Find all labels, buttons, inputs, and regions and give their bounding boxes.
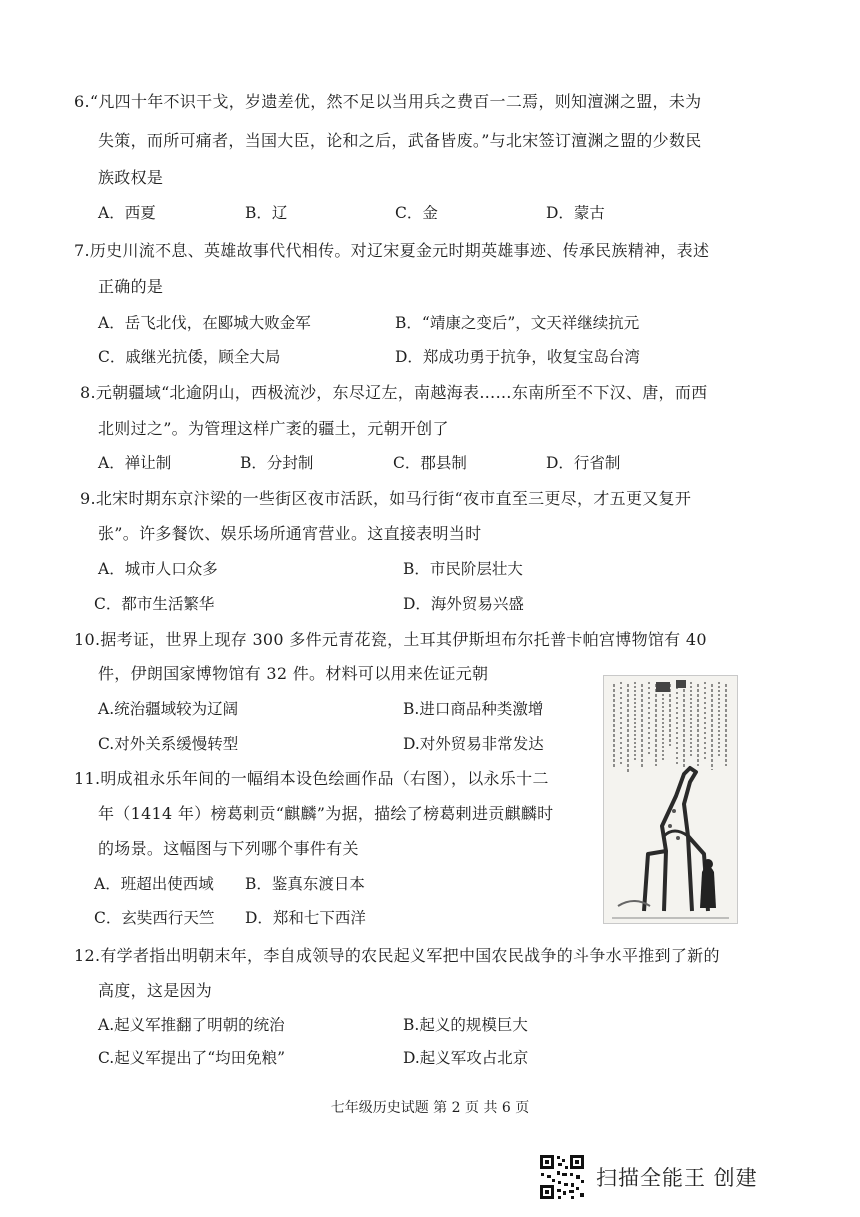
question-7-line-1: 7.历史川流不息、英雄故事代代相传。对辽宋夏金元时期英雄事迹、传承民族精神，表述 — [74, 241, 710, 260]
scanner-watermark — [538, 1151, 758, 1203]
q8-option-c: C．郡县制 — [393, 454, 467, 472]
watermark-text: 扫描全能王 创建 — [596, 1166, 758, 1190]
q11-option-c: C．玄奘西行天竺 — [94, 909, 215, 927]
q7-option-b: B．“靖康之变后”，文天祥继续抗元 — [395, 314, 640, 332]
q10-option-d: D.对外贸易非常发达 — [403, 735, 544, 753]
question-12-line-1: 12.有学者指出明朝末年，李自成领导的农民起义军把中国农民战争的斗争水平推到了新的 — [74, 946, 720, 965]
q11-option-a: A．班超出使西域 — [94, 875, 214, 893]
q10-option-b: B.进口商品种类激增 — [403, 700, 544, 718]
question-6-line-3: 族政权是 — [98, 168, 164, 187]
question-11-line-3: 的场景。这幅图与下列哪个事件有关 — [98, 839, 359, 858]
q8-option-b: B．分封制 — [240, 454, 314, 472]
question-9-line-2: 张”。许多餐饮、娱乐场所通宵营业。这直接表明当时 — [98, 524, 482, 543]
q6-option-a: A．西夏 — [98, 204, 156, 222]
q8-option-d: D．行省制 — [546, 454, 621, 472]
q11-option-d: D．郑和七下西洋 — [245, 909, 366, 927]
giraffe-painting-image — [603, 675, 738, 924]
q12-option-b: B.起义的规模巨大 — [403, 1016, 528, 1034]
question-11-line-2: 年（1414 年）榜葛剌贡“麒麟”为据，描绘了榜葛剌进贡麒麟时 — [98, 804, 554, 823]
q9-option-d: D．海外贸易兴盛 — [403, 595, 524, 613]
q7-option-d: D．郑成功勇于抗争，收复宝岛台湾 — [395, 348, 640, 366]
qr-code-icon — [538, 1153, 586, 1201]
q6-option-c: C．金 — [395, 204, 438, 222]
question-7-line-2: 正确的是 — [98, 277, 164, 296]
q10-option-c: C.对外关系缓慢转型 — [98, 735, 239, 753]
question-10-line-1: 10.据考证，世界上现存 300 多件元青花瓷，土耳其伊斯坦布尔托普卡帕宫博物馆有 40 — [74, 630, 707, 649]
question-10-line-2: 件，伊朗国家博物馆有 32 件。材料可以用来佐证元朝 — [98, 664, 489, 683]
q9-option-c: C．都市生活繁华 — [94, 595, 215, 613]
question-6-line-2: 失策，而所可痛者，当国大臣，论和之后，武备皆废。”与北宋签订澶渊之盟的少数民 — [98, 131, 702, 150]
question-8-line-1: 8.元朝疆域“北逾阴山，西极流沙，东尽辽左，南越海表……东南所至不下汉、唐，而西 — [80, 383, 708, 402]
question-8-line-2: 北则过之”。为管理这样广袤的疆土，元朝开创了 — [98, 419, 449, 438]
q9-option-b: B．市民阶层壮大 — [403, 560, 523, 578]
page-footer: 七年级历史试题 第 2 页 共 6 页 — [330, 1100, 530, 1116]
q12-option-d: D.起义军攻占北京 — [403, 1049, 529, 1067]
q10-option-a: A.统治疆域较为辽阔 — [98, 700, 239, 718]
q11-option-b: B．鉴真东渡日本 — [245, 875, 365, 893]
q12-option-c: C.起义军提出了“均田免粮” — [98, 1049, 286, 1067]
question-12-line-2: 高度，这是因为 — [98, 981, 213, 1000]
q7-option-c: C．戚继光抗倭，顾全大局 — [98, 348, 281, 366]
question-6-line-1: 6.“凡四十年不识干戈，岁遗差优，然不足以当用兵之费百一二焉，则知澶渊之盟，未为 — [74, 92, 702, 111]
q9-option-a: A．城市人口众多 — [98, 560, 218, 578]
q12-option-a: A.起义军推翻了明朝的统治 — [98, 1016, 285, 1034]
q8-option-a: A．禅让制 — [98, 454, 172, 472]
q6-option-d: D．蒙古 — [546, 204, 605, 222]
q6-option-b: B．辽 — [245, 204, 288, 222]
giraffe-painting-icon — [604, 676, 737, 923]
q7-option-a: A．岳飞北伐，在郾城大败金军 — [98, 314, 311, 332]
question-9-line-1: 9.北宋时期东京汴梁的一些街区夜市活跃，如马行街“夜市直至三更尽，才五更又复开 — [80, 489, 692, 508]
question-11-line-1: 11.明成祖永乐年间的一幅绢本设色绘画作品（右图），以永乐十二 — [74, 769, 549, 788]
